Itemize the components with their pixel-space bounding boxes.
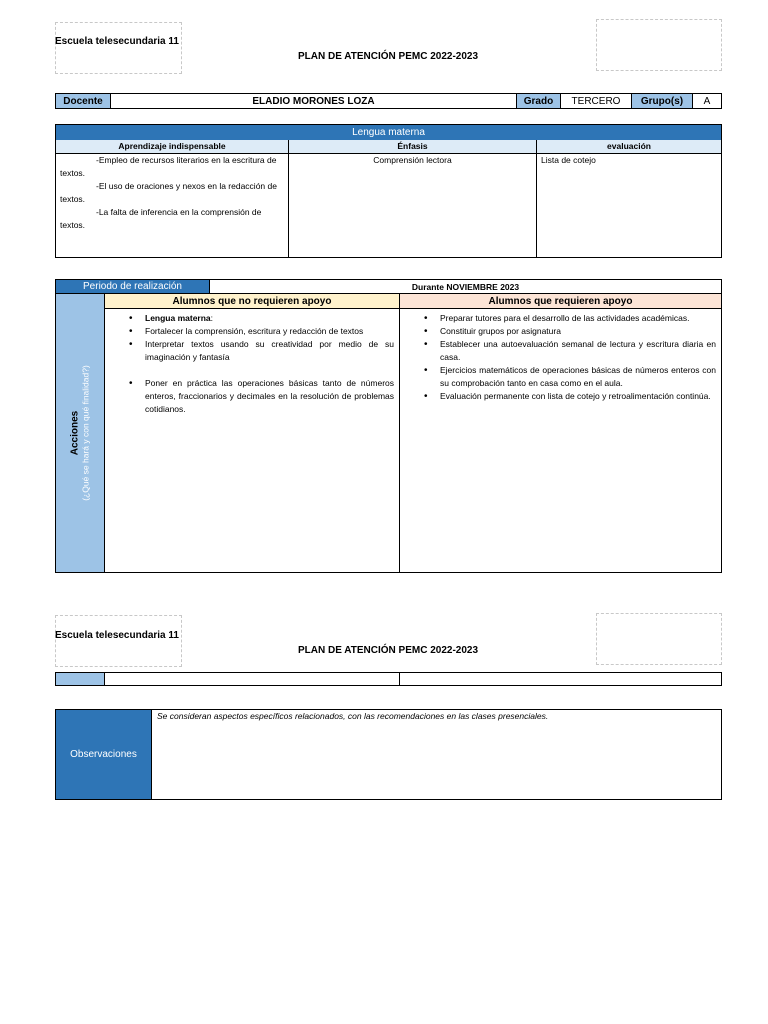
apoyo-item: • Establecer una autoevaluación semanal de lectura y escritura diaria en casa. (440, 338, 716, 364)
observaciones-label: Observaciones (56, 710, 152, 799)
school-name: Escuela telesecundaria 11 (55, 36, 179, 47)
logo-placeholder-right-2 (596, 613, 722, 665)
info-row (55, 93, 722, 109)
periodo-value: Durante NOVIEMBRE 2023 (210, 280, 721, 294)
docente-name: ELADIO MORONES LOZA (111, 94, 517, 108)
acciones-title: Acciones (69, 410, 81, 456)
no-apoyo-item: • Interpretar textos usando su creatividad por medio de su imaginación y fantasía (145, 338, 394, 364)
no-apoyo-item: • Poner en práctica las operaciones básicas tanto de números enteros, fraccionarios y decimales en la resolución de problemas cotidianos. (145, 377, 394, 416)
empty-row-cell (105, 673, 400, 685)
lengua-title: Lengua materna (56, 125, 721, 141)
docente-label: Docente (56, 94, 111, 108)
school-name-2: Escuela telesecundaria 11 (55, 630, 179, 641)
plan-title: PLAN DE ATENCIÓN PEMC 2022-2023 (297, 51, 479, 62)
grupo-value: A (703, 95, 711, 107)
aprendizaje-item: -La falta de inferencia en la comprensión de textos. (60, 207, 262, 230)
acciones-subtitle: (¿Qué se hará y con qué finalidad?) (80, 365, 91, 501)
grado-value: TERCERO (561, 94, 632, 108)
logo-placeholder-left-2 (55, 615, 182, 667)
col-aprendizaje-header: Aprendizaje indispensable (56, 140, 289, 153)
aprendizaje-item: -Empleo de recursos literarios en la escritura de textos. (60, 155, 277, 178)
periodo-label: Periodo de realización (56, 280, 210, 294)
empty-row (55, 672, 722, 686)
enfasis-cell: Comprensión lectora (289, 153, 537, 257)
grupo-label: Grupo(s) (632, 94, 693, 108)
apoyo-cell (400, 309, 721, 572)
apoyo-item: • Constituir grupos por asignatura (440, 325, 716, 338)
empty-row-blue-cell (56, 673, 105, 685)
apoyo-item: • Preparar tutores para el desarrollo de las actividades académicas. (440, 312, 716, 325)
aprendizajes-cell (56, 153, 289, 257)
observaciones-text: Se consideran aspectos específicos relacionados, con las recomendaciones en las clases presenciales. (157, 711, 549, 721)
aprendizaje-item: -El uso de oraciones y nexos en la redacción de textos. (60, 181, 277, 204)
grado-label: Grado (517, 94, 561, 108)
logo-placeholder-left (55, 22, 182, 74)
lengua-table (55, 124, 722, 258)
no-apoyo-item: • Lengua materna: (145, 312, 394, 325)
apoyo-item: • Evaluación permanente con lista de cotejo y retroalimentación continúa. (440, 390, 716, 403)
plan-title-2: PLAN DE ATENCIÓN PEMC 2022-2023 (297, 645, 479, 656)
acciones-table (55, 279, 722, 573)
col-enfasis-header: Énfasis (289, 140, 537, 153)
logo-placeholder-right (596, 19, 722, 71)
apoyo-header: Alumnos que requieren apoyo (400, 294, 721, 309)
observaciones-table (55, 709, 722, 800)
evaluacion-cell: Lista de cotejo (541, 155, 596, 165)
col-evaluacion-header: evaluación (607, 141, 651, 151)
acciones-side-cell (56, 294, 105, 572)
no-apoyo-item: • Fortalecer la comprensión, escritura y redacción de textos (145, 325, 394, 338)
apoyo-item: • Ejercicios matemáticos de operaciones básicas de números enteros con su comprobación tanto en casa como en el aula. (440, 364, 716, 390)
no-apoyo-cell (105, 309, 400, 572)
no-apoyo-header: Alumnos que no requieren apoyo (105, 294, 400, 309)
lengua-header-row (56, 140, 721, 154)
